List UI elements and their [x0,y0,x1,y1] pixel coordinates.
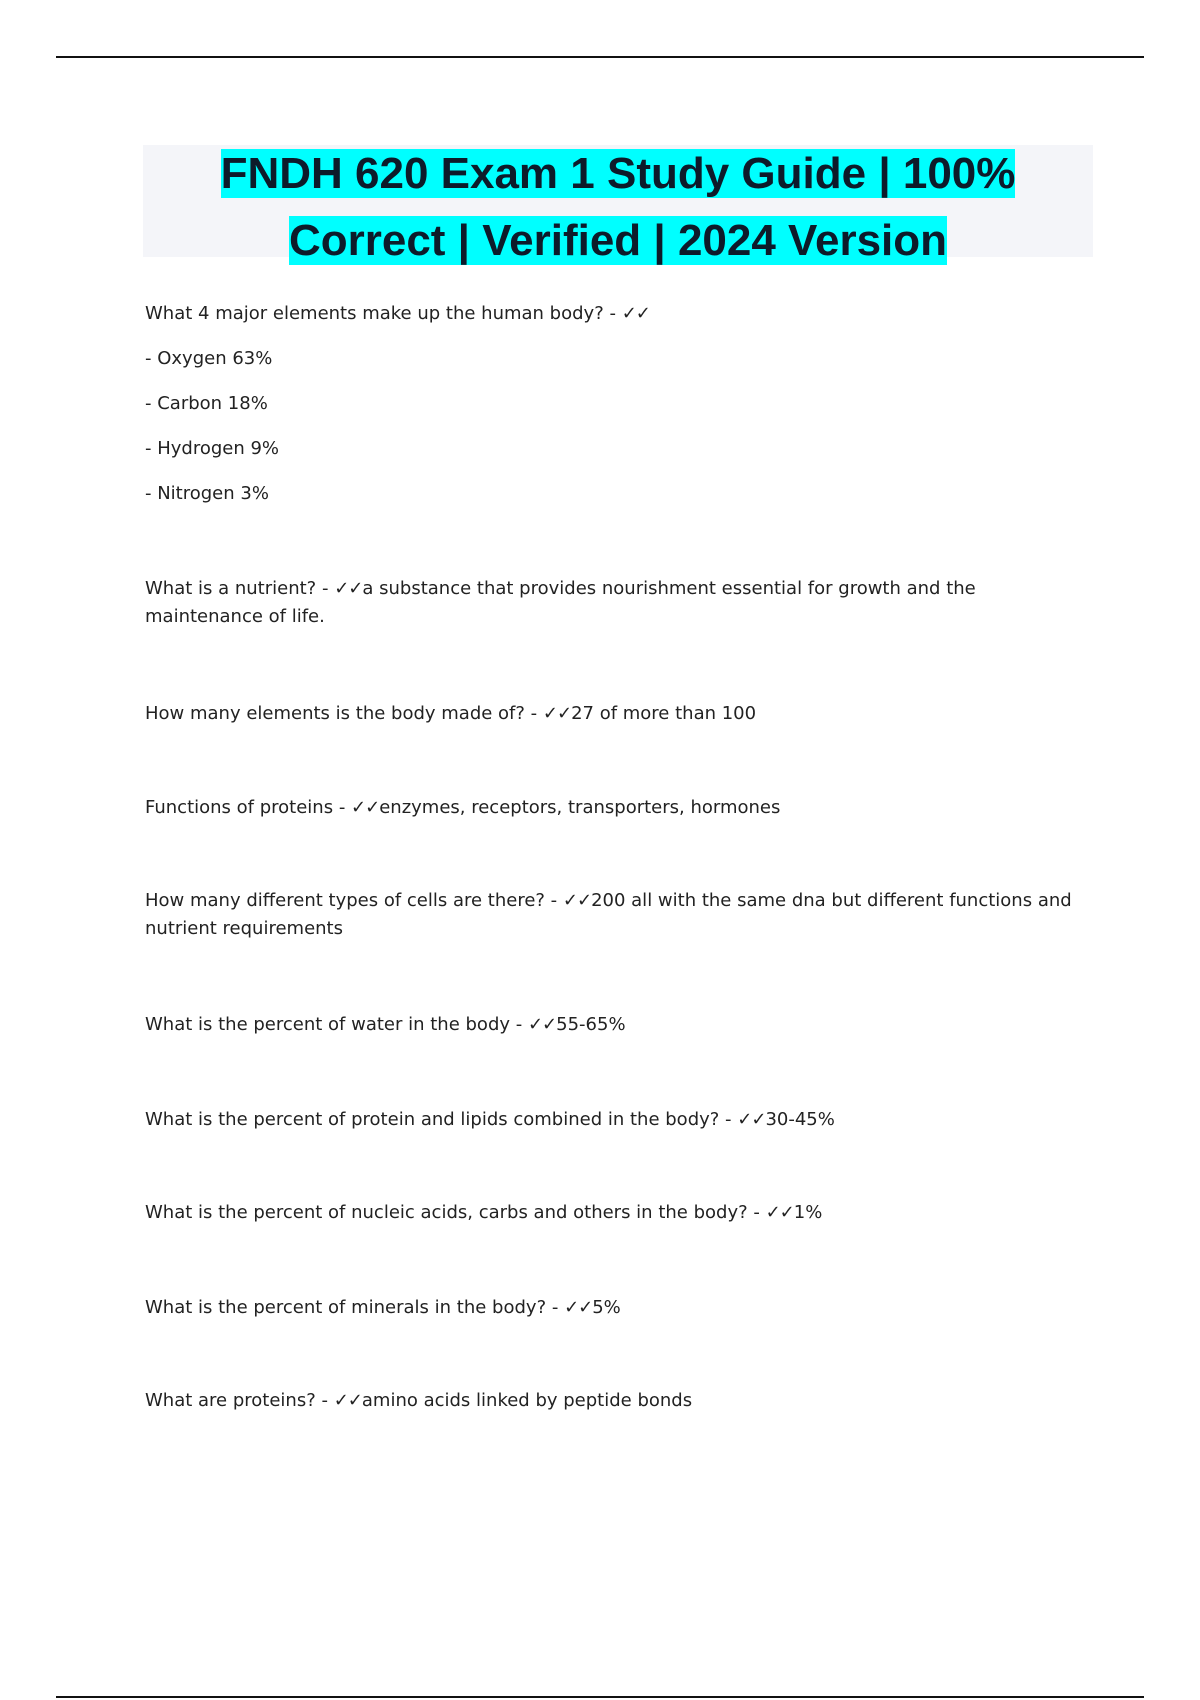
question-text: What is a nutrient? - [145,578,335,599]
question-text: How many elements is the body made of? - [145,703,543,724]
check-mark-icon: ✓✓ [542,703,572,724]
question-text: How many different types of cells are there? - [145,890,563,911]
question-text: What is the percent of protein and lipids combined in the body? - [145,1109,738,1130]
element-list [145,435,279,463]
answer-text: enzymes, receptors, transporters, hormones [379,797,781,818]
qa-text [145,1387,692,1415]
answer-text: a substance that provides nourishment essential for growth and the maintenance of life. [145,578,976,627]
check-mark-icon: ✓✓ [527,1014,557,1035]
title-line-1: FNDH 620 Exam 1 Study Guide | 100% [220,149,1016,198]
footer-rule [56,1696,1144,1698]
answer-text: 30-45% [765,1109,835,1130]
qa-text [145,575,985,631]
check-mark-icon: ✓✓ [334,578,363,599]
question-text: What are proteins? - [145,1390,334,1411]
qa-item [145,1199,822,1227]
question-text: What is the percent of nucleic acids, carbs and others in the body? - [145,1202,766,1223]
qa-item [145,887,1090,943]
qa-item [145,1011,626,1039]
check-mark-icon: ✓✓ [562,890,592,911]
qa-item [145,300,650,328]
list-item: - Oxygen 63% [145,348,273,369]
check-mark-icon: ✓✓ [564,1297,593,1318]
qa-text [145,700,756,728]
document-title-block [143,145,1093,265]
answer-text: 55-65% [556,1014,626,1035]
check-mark-icon: ✓✓ [737,1109,766,1130]
qa-text [145,300,650,328]
answer-text: amino acids linked by peptide bonds [361,1390,693,1411]
qa-item [145,575,985,631]
qa-text [145,1011,626,1039]
qa-item [145,1387,692,1415]
document-title [143,145,1093,279]
element-list [145,480,269,508]
list-item: - Hydrogen 9% [145,438,280,459]
qa-item [145,1294,621,1322]
question-text: Functions of proteins - [145,797,352,818]
qa-text [145,1106,835,1134]
qa-text [145,887,1090,943]
question-text: What is the percent of minerals in the body? - [145,1297,565,1318]
check-mark-icon: ✓✓ [765,1202,794,1223]
qa-text [145,1294,621,1322]
check-mark-icon: ✓✓ [333,1390,362,1411]
title-line-2: Correct | Verified | 2024 Version [288,216,948,265]
list-item: - Carbon 18% [145,393,268,414]
check-mark-icon: ✓✓ [621,303,650,324]
question-text: What is the percent of water in the body - [145,1014,528,1035]
question-text: What 4 major elements make up the human body? - [145,303,622,324]
qa-item [145,1106,835,1134]
qa-item [145,700,756,728]
qa-text [145,1199,822,1227]
answer-text: 27 of more than 100 [571,703,757,724]
qa-text [145,794,780,822]
answer-text: 5% [592,1297,621,1318]
header-rule [56,56,1144,58]
check-mark-icon: ✓✓ [351,797,380,818]
element-list [145,345,272,373]
answer-text: 1% [793,1202,823,1223]
list-item: - Nitrogen 3% [145,483,269,504]
answer-text: 200 all with the same dna but different functions and nutrient requirements [145,890,1072,939]
element-list [145,390,268,418]
qa-item [145,794,780,822]
